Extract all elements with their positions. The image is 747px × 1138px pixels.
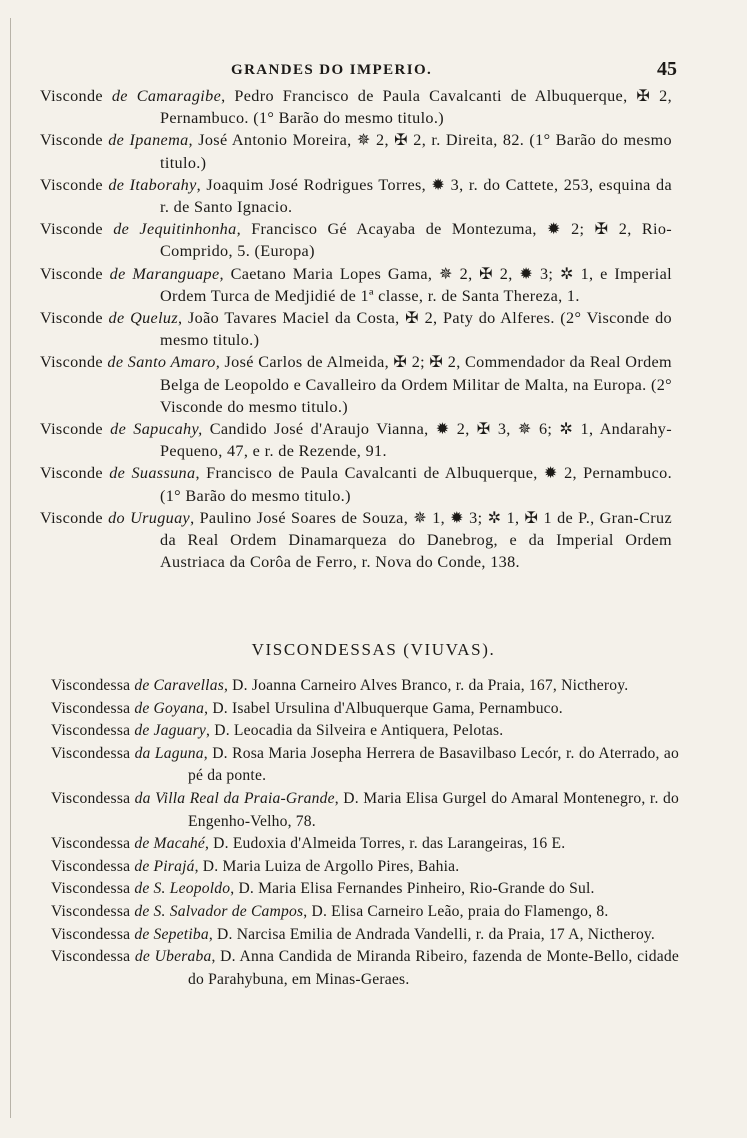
entry-title: de S. Salvador de Campos — [134, 902, 304, 920]
entry-rank: Visconde — [40, 264, 103, 283]
entry-text: , D. Eudoxia d'Almeida Torres, r. das Larangeiras, 16 E. — [204, 835, 566, 853]
entry-text: , D. Rosa Maria Josepha Herrera de Basavilbaso Lecór, r. do Aterrado, ao pé da ponte. — [188, 744, 679, 785]
entry-title: de Suassuna — [109, 464, 196, 483]
entry-text: Candido José d'Araujo Vianna, ✹ 2, ✠ 3, ✵ 6; ✲ 1, Andarahy-Pequeno, 47, e r. de Rezende, 91. — [160, 420, 672, 461]
list-item — [40, 218, 672, 262]
list-item — [51, 856, 679, 879]
list-item — [40, 507, 672, 574]
entry-text: , Pedro Francisco de Paula Cavalcanti de Albuquerque, ✠ 2, Pernambuco. (1° Barão do mesmo titulo.) — [160, 87, 672, 128]
entry-title: de Queluz — [108, 309, 179, 328]
page-edge-line — [10, 18, 11, 1118]
entry-title: de S. Leopoldo — [134, 880, 231, 898]
entry-text: , Joaquim José Rodrigues Torres, ✹ 3, r. do Cattete, 253, esquina da r. de Santo Ignacio. — [160, 175, 673, 217]
entry-title: de Itaborahy — [108, 175, 197, 194]
entry-title: de Sepetiba — [134, 925, 209, 943]
viscondessas-list — [51, 675, 679, 991]
entry-rank: Visconde — [40, 508, 103, 527]
page-number: 45 — [657, 58, 677, 80]
entry-rank: Viscondessa — [51, 835, 131, 853]
entry-rank: Visconde — [40, 464, 103, 483]
list-item — [51, 924, 679, 947]
entry-title: de Goyana — [134, 699, 205, 717]
entry-rank: Viscondessa — [51, 880, 131, 898]
entry-text: , D. Maria Elisa Gurgel do Amaral Montenegro, r. do Engenho-Velho, 78. — [188, 789, 679, 830]
list-item — [51, 878, 679, 901]
entry-rank: Visconde — [40, 175, 103, 194]
entry-title: do Uruguay — [108, 508, 191, 527]
list-item — [51, 743, 679, 788]
entry-rank: Viscondessa — [51, 677, 131, 694]
entry-rank: Visconde — [40, 309, 103, 328]
list-item — [51, 788, 679, 833]
entry-rank: Visconde — [40, 131, 103, 150]
entry-text: , D. Leocadia da Silveira e Antiquera, Pelotas. — [206, 722, 504, 740]
entry-title: de Uberaba — [134, 948, 212, 966]
list-item — [40, 129, 672, 173]
entry-title: de Jequitinhonha, — [113, 220, 241, 239]
entry-rank: Visconde — [40, 87, 103, 105]
entry-text: , Paulino José Soares de Souza, ✵ 1, ✹ 3; ✲ 1, ✠ 1 de P., Gran-Cruz da Real Ordem Dinamarqueza do Danebrog, e da Imperial Ordem Austriaca da Corôa de Ferro, r. Nova do Conde, 138. — [160, 508, 672, 572]
entry-title: de Caravellas — [134, 677, 224, 694]
entry-rank: Viscondessa — [51, 902, 131, 920]
entry-text: , D. Isabel Ursulina d'Albuquerque Gama, Pernambuco. — [204, 699, 563, 717]
entry-rank: Viscondessa — [51, 925, 131, 943]
entry-title: de Sapucahy, — [110, 420, 203, 439]
entry-rank: Viscondessa — [51, 857, 131, 875]
page-header — [0, 60, 747, 88]
entry-rank: Viscondessa — [51, 744, 131, 762]
list-item — [40, 174, 672, 218]
section-title: VISCONDESSAS (VIUVAS). — [251, 640, 496, 659]
entry-title: de Santo Amaro, — [107, 353, 221, 372]
entry-text: , João Tavares Maciel da Costa, ✠ 2, Paty do Alferes. (2° Visconde do mesmo titulo.) — [160, 309, 672, 350]
list-item — [40, 418, 672, 462]
running-head: GRANDES DO IMPERIO. — [231, 62, 433, 78]
list-item — [51, 833, 679, 856]
entry-title: da Villa Real da Praia-Grande — [134, 789, 335, 807]
entry-title: de Macahé — [134, 835, 205, 853]
entry-text: José Antonio Moreira, ✵ 2, ✠ 2, r. Direita, 82. (1° Barão do mesmo titulo.) — [160, 131, 672, 172]
list-item — [51, 901, 679, 924]
entry-title: de Maranguape, — [109, 264, 224, 283]
list-item — [40, 85, 672, 129]
entry-text: , D. Narcisa Emilia de Andrada Vandelli, r. da Praia, 17 A, Nictheroy. — [208, 925, 656, 943]
entry-rank: Viscondessa — [51, 722, 131, 740]
entry-rank: Visconde — [40, 353, 103, 372]
entry-text: , D. Joanna Carneiro Alves Branco, r. da Praia, 167, Nictheroy. — [223, 677, 629, 694]
entry-title: de Ipanema, — [108, 131, 193, 150]
entry-title: de Pirajá — [134, 857, 195, 875]
list-item — [51, 698, 679, 721]
entry-title: de Camaragibe — [111, 87, 222, 105]
entry-rank: Visconde — [40, 420, 103, 439]
list-item — [40, 307, 672, 351]
entry-text: José Carlos de Almeida, ✠ 2; ✠ 2, Commendador da Real Ordem Belga de Leopoldo e Cavalleiro da Ordem Militar de Malta, na Europa. (2° Visconde do mesmo titulo.) — [160, 353, 672, 416]
list-item — [40, 462, 672, 506]
entry-title: de Jaguary — [134, 722, 207, 740]
entry-rank: Viscondessa — [51, 948, 131, 966]
list-item — [51, 720, 679, 743]
entry-rank: Visconde — [40, 220, 103, 239]
entry-rank: Viscondessa — [51, 789, 131, 807]
entry-text: , D. Maria Luiza de Argollo Pires, Bahia. — [194, 857, 460, 875]
entry-text: , D. Maria Elisa Fernandes Pinheiro, Rio-Grande do Sul. — [230, 880, 595, 898]
entry-text: , D. Elisa Carneiro Leão, praia do Flamengo, 8. — [303, 902, 609, 920]
entry-text: , D. Anna Candida de Miranda Ribeiro, fazenda de Monte-Bello, cidade do Parahybuna, em Minas-Geraes. — [188, 948, 679, 988]
list-item — [51, 946, 679, 991]
entry-text: Caetano Maria Lopes Gama, ✵ 2, ✠ 2, ✹ 3; ✲ 1, e Imperial Ordem Turca de Medjidié de 1ª classe, r. de Santa Thereza, 1. — [160, 264, 672, 305]
list-item — [40, 263, 672, 307]
list-item — [51, 675, 679, 698]
list-item — [40, 351, 672, 418]
entry-text: Francisco Gé Acayaba de Montezuma, ✹ 2; ✠ 2, Rio-Comprido, 5. (Europa) — [160, 220, 673, 261]
entry-text: , Francisco de Paula Cavalcanti de Albuquerque, ✹ 2, Pernambuco. (1° Barão do mesmo titulo.) — [160, 464, 672, 505]
entry-title: da Laguna — [134, 744, 204, 762]
viscondes-list — [40, 85, 672, 573]
entry-rank: Viscondessa — [51, 699, 131, 717]
